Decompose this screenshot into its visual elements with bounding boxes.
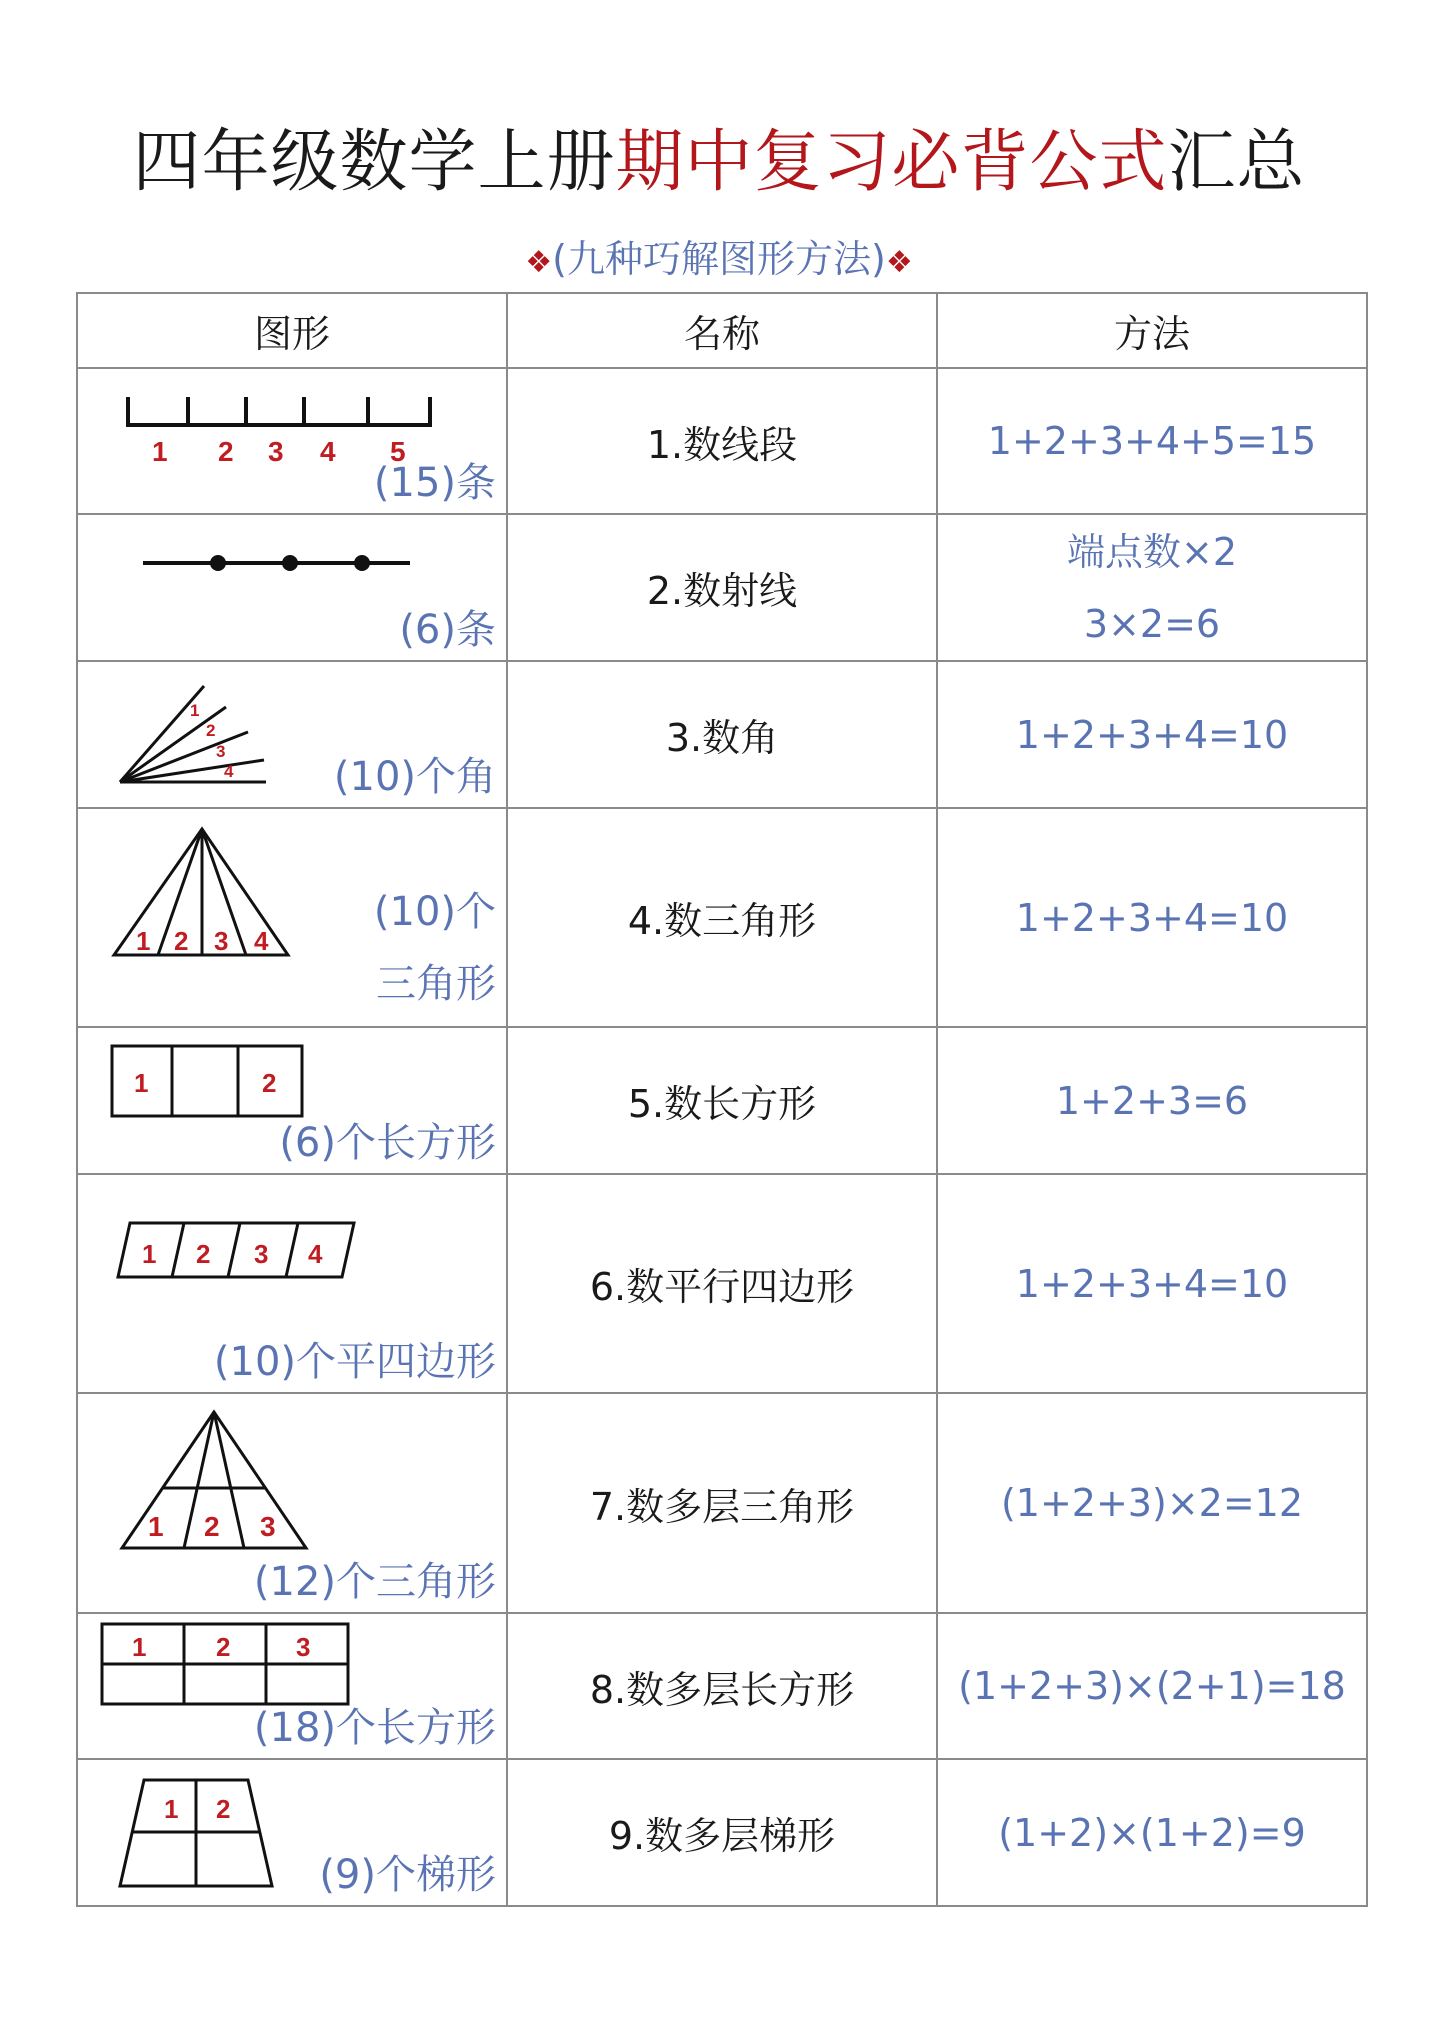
method-cell [937,1174,1367,1393]
figure-label: 4 [224,762,234,781]
method-line: (1+2+3)×2=12 [1000,1481,1304,1525]
figure-caption: (10)个平四边形 [213,1339,496,1385]
methods-table [76,292,1368,1907]
trapezoid-figure [114,1774,284,1894]
figure-label: 3 [214,926,229,956]
shape-name: 9.数多层梯形 [507,1759,937,1906]
figure-cell [77,1027,507,1174]
shape-name: 7.数多层三角形 [507,1393,937,1613]
figure-label: 5 [390,436,406,467]
method-line: 1+2+3=6 [1055,1078,1249,1123]
line-segment-figure [118,387,438,467]
figure-cell [77,368,507,514]
figure-label: 1 [164,1794,179,1824]
table-row [77,1393,1367,1613]
multilayer-rectangle-figure [98,1620,354,1710]
figure-caption: (10)个角 [333,754,496,800]
figure-cell [77,1759,507,1906]
method-line: 1+2+3+4+5=15 [987,419,1317,463]
method-line: 3×2=6 [1083,601,1221,646]
figure-caption: (9)个梯形 [319,1852,496,1898]
figure-label: 3 [296,1632,311,1662]
figure-cell [77,1393,507,1613]
table-row [77,1027,1367,1174]
figure-label: 1 [136,926,151,956]
shape-name: 5.数长方形 [507,1027,937,1174]
figure-label: 2 [174,926,189,956]
shape-name: 2.数射线 [507,514,937,661]
method-cell [937,1613,1367,1759]
subtitle [0,228,1438,294]
title-part-3: 汇总 [1167,123,1306,202]
figure-cell [77,661,507,808]
method-cell [937,1393,1367,1613]
figure-label: 3 [254,1239,269,1269]
figure-cell [77,1613,507,1759]
ray-figure [138,543,418,583]
table-row [77,808,1367,1027]
multilayer-triangle-figure [116,1406,316,1556]
title-part-1: 四年级数学上册 [132,123,616,202]
angle-figure [114,682,274,792]
diamond-icon-left: ❖ [525,245,553,280]
subtitle-text: (九种巧解图形方法) [552,237,886,281]
figure-caption: (12)个三角形 [253,1559,496,1605]
figure-label: 2 [216,1632,231,1662]
figure-label: 2 [262,1068,277,1098]
figure-caption: (6)个长方形 [279,1120,496,1166]
shape-name: 6.数平行四边形 [507,1174,937,1393]
figure-caption [374,876,496,1020]
header-name: 名称 [507,293,937,368]
figure-label: 1 [134,1068,149,1098]
method-line: 1+2+3+4=10 [1015,895,1289,940]
figure-label: 1 [152,436,168,467]
figure-label: 1 [190,701,200,720]
parallelogram-figure [114,1215,364,1285]
header-figure: 图形 [77,293,507,368]
method-line: (1+2)×(1+2)=9 [998,1810,1306,1855]
figure-label: 4 [320,436,336,467]
method-line: (1+2+3)×(2+1)=18 [958,1664,1346,1708]
figure-caption: (18)个长方形 [253,1705,496,1751]
shape-name: 1.数线段 [507,368,937,514]
method-line: 端点数×2 [1066,529,1238,574]
figure-label: 2 [218,436,234,467]
figure-label: 1 [142,1239,157,1269]
figure-caption: (15)条 [373,460,496,506]
table-header-row [77,293,1367,368]
figure-label: 4 [308,1239,323,1269]
figure-caption: (6)条 [399,607,496,653]
method-cell [937,808,1367,1027]
diamond-icon-right: ❖ [885,245,913,280]
figure-cell [77,514,507,661]
figure-label: 2 [204,1511,220,1542]
figure-label: 3 [216,742,226,761]
figure-cell [77,1174,507,1393]
table-row [77,368,1367,514]
shape-name: 4.数三角形 [507,808,937,1027]
method-line: 1+2+3+4=10 [1015,712,1289,757]
method-cell [937,1759,1367,1906]
method-cell [937,661,1367,808]
table-row [77,514,1367,661]
method-cell [937,1027,1367,1174]
method-line: 1+2+3+4=10 [1015,1261,1289,1306]
figure-label: 2 [216,1794,231,1824]
table-row [77,1759,1367,1906]
figure-label: 4 [254,926,269,956]
figure-cell [77,808,507,1027]
figure-label: 2 [196,1239,211,1269]
table-row [77,1174,1367,1393]
page-title [0,118,1438,208]
figure-label: 3 [268,436,284,467]
table-row [77,1613,1367,1759]
table-row [77,661,1367,808]
title-part-2: 期中复习必背公式 [615,123,1168,202]
figure-label: 1 [132,1632,147,1662]
shape-name: 8.数多层长方形 [507,1613,937,1759]
figure-label: 1 [148,1511,164,1542]
figure-label: 2 [206,721,216,740]
method-cell [937,368,1367,514]
method-cell [937,514,1367,661]
caption-line: (10)个 [373,889,496,935]
triangle-figure [108,823,298,963]
caption-line: 三角形 [376,961,496,1007]
shape-name: 3.数角 [507,661,937,808]
header-method: 方法 [937,293,1367,368]
figure-label: 3 [260,1511,276,1542]
rectangle-figure [108,1042,308,1122]
